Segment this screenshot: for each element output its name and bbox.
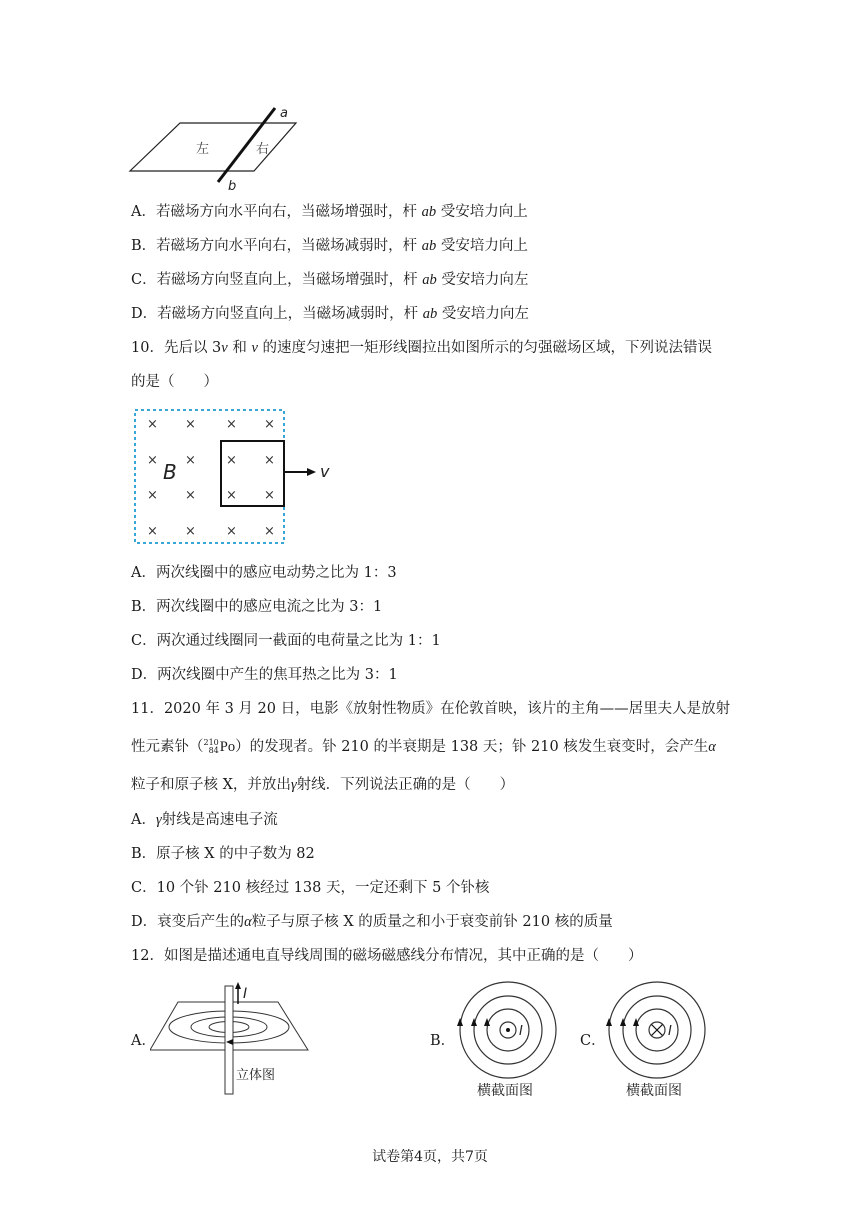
q10-option-a: A．两次线圈中的感应电动势之比为 1：3 (131, 565, 397, 581)
label-current: I (243, 986, 248, 1002)
cross-mark: × (226, 524, 237, 539)
nuclide-notation: 210 84 (203, 738, 219, 755)
caption-3d: 立体图 (236, 1068, 276, 1083)
q9-option-b: B．若磁场方向水平向右，当磁场减弱时，杆 ab 受安培力向上 (131, 238, 528, 254)
q11-stem-line3: 粒子和原子核 X，并放出γ射线．下列说法正确的是（ ） (131, 777, 515, 793)
cross-mark: × (264, 453, 275, 468)
q12-stem: 12．如图是描述通电直导线周围的磁场磁感线分布情况，其中正确的是（ ） (131, 948, 643, 964)
cross-mark: × (185, 453, 196, 468)
label-b: b (228, 179, 237, 194)
q11-stem-line2: 性元素钋（210 84Po）的发现者。钋 210 的半衰期是 138 天；钋 210 核发生衰变时，会产生α (131, 738, 716, 755)
figure-rail-rod (120, 100, 310, 195)
q9-option-d: D．若磁场方向竖直向上，当磁场减弱时，杆 ab 受安培力向左 (131, 306, 529, 322)
cross-mark: × (147, 524, 158, 539)
label-left: 左 (196, 142, 210, 157)
q10-option-d: D．两次线圈中产生的焦耳热之比为 3：1 (131, 667, 398, 683)
label-B: B (163, 460, 177, 484)
label-a: a (280, 106, 288, 121)
q11-stem-line1: 11．2020 年 3 月 20 日，电影《放射性物质》在伦敦首映，该片的主角——居里夫人是放射 (131, 701, 731, 717)
caption-cross-c: 横截面图 (626, 1083, 682, 1099)
cross-mark: × (147, 488, 158, 503)
q9-option-a: A．若磁场方向水平向右，当磁场增强时，杆 ab 受安培力向上 (131, 204, 528, 220)
label-right: 右 (256, 142, 270, 157)
figure-magnetic-field-coil (130, 406, 350, 546)
figure-cross-section-b (455, 978, 565, 1100)
q11-option-c: C．10 个钋 210 核经过 138 天，一定还剩下 5 个钋核 (131, 880, 490, 896)
label-v: v (320, 462, 330, 481)
label-current: I (668, 1024, 672, 1039)
q10-stem-line1: 10．先后以 3v 和 v 的速度匀速把一矩形线圈拉出如图所示的匀强磁场区域，下列说法错误 (131, 340, 712, 356)
cross-mark: × (264, 417, 275, 432)
cross-mark: × (185, 417, 196, 432)
cross-mark: × (147, 417, 158, 432)
cross-mark: × (264, 524, 275, 539)
q11-option-a: A．γ射线是高速电子流 (131, 812, 278, 828)
q9-option-c: C．若磁场方向竖直向上，当磁场增强时，杆 ab 受安培力向左 (131, 272, 529, 288)
cross-mark: × (226, 453, 237, 468)
q12-option-b-letter: B． (430, 1033, 456, 1049)
q10-option-b: B．两次线圈中的感应电流之比为 3：1 (131, 599, 383, 615)
q10-stem-line2: 的是（ ） (131, 374, 218, 390)
cross-mark: × (226, 417, 237, 432)
cross-mark: × (185, 488, 196, 503)
cross-mark: × (264, 488, 275, 503)
q12-option-c-letter: C． (580, 1033, 606, 1049)
cross-mark: × (226, 488, 237, 503)
page-footer: 试卷第4页，共7页 (372, 1149, 488, 1165)
figure-cross-section-c (604, 978, 714, 1100)
cross-mark: × (147, 453, 158, 468)
label-current: I (519, 1024, 523, 1039)
figure-3d-wire-field (150, 982, 310, 1097)
q12-option-a-letter: A． (131, 1033, 156, 1049)
caption-cross-b: 横截面图 (477, 1083, 533, 1099)
q11-option-b: B．原子核 X 的中子数为 82 (131, 846, 315, 862)
q11-option-d: D．衰变后产生的α粒子与原子核 X 的质量之和小于衰变前钋 210 核的质量 (131, 914, 613, 930)
q10-option-c: C．两次通过线圈同一截面的电荷量之比为 1：1 (131, 633, 441, 649)
cross-mark: × (185, 524, 196, 539)
